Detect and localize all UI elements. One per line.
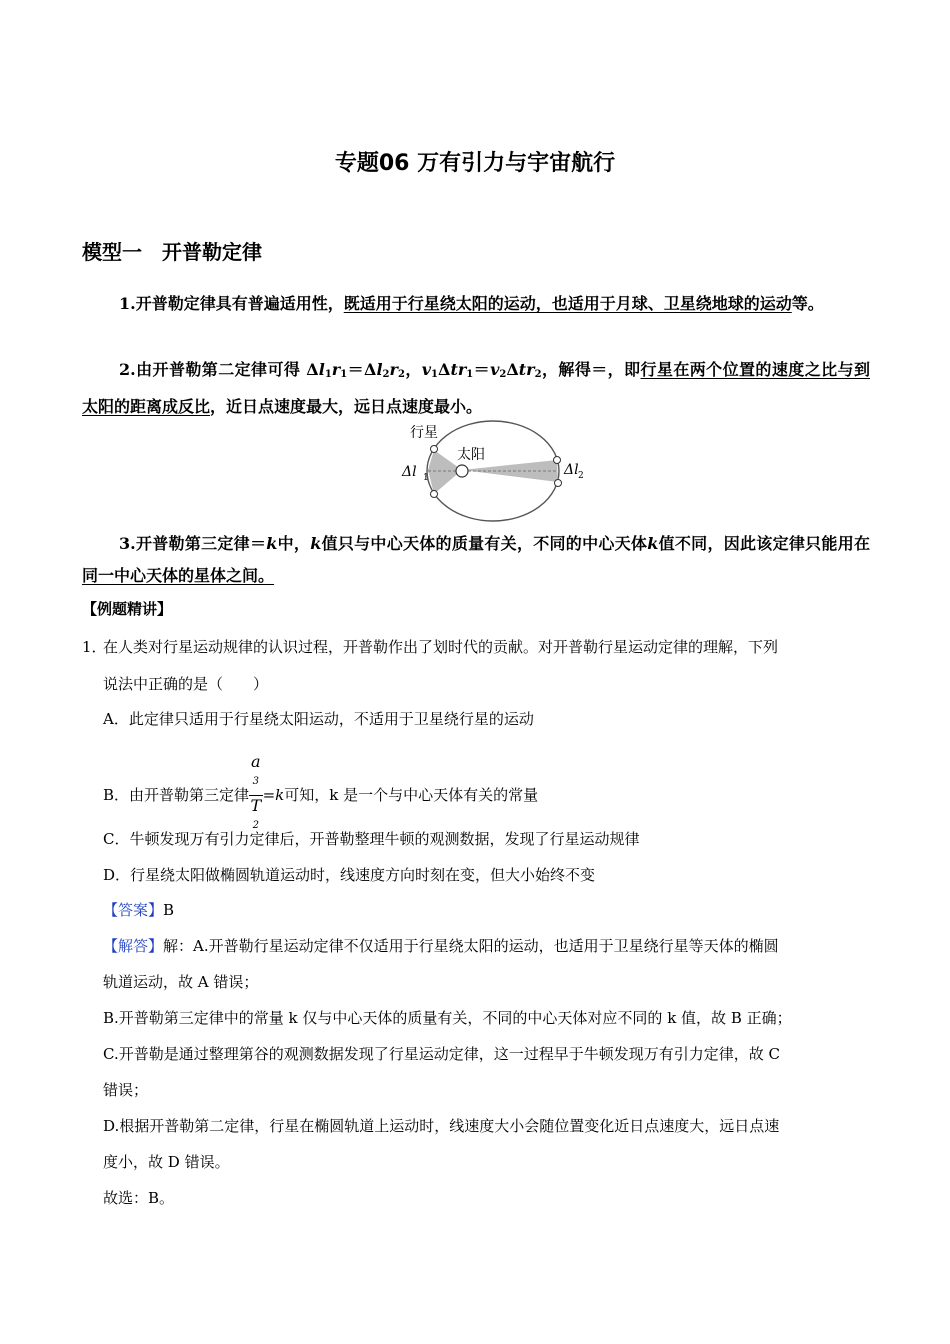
option-b-suffix: 可知，k 是一个与中心天体有关的常量 [284,785,539,804]
delta-l2-sub: 2 [578,471,584,481]
p2-sub: 2 [382,369,390,380]
p2-var: v [421,360,432,379]
p2-sub: 1 [340,369,348,380]
sun-label: 太阳 [457,447,485,463]
p2-sub: 1 [431,369,439,380]
document-title: 专题06 万有引力与宇宙航行 [334,151,616,176]
p2-var: t [450,360,458,379]
p2-sub: 2 [397,369,405,380]
kepler-second-law-diagram [398,420,584,522]
p3-text: 值只与中心天体的质量有关，不同的中心天体 [321,534,648,553]
answer-value: B [163,901,175,919]
option-a: A．此定律只适用于行星绕太阳运动，不适用于卫星绕行星的运动 [103,710,534,728]
fraction-a3-over-t2 [249,752,263,840]
analysis-line1 [103,935,873,957]
p3-end: 。 [258,566,275,585]
p2-sub: 1 [466,369,474,380]
paragraph-1 [82,288,870,320]
analysis-line4: C.开普勒是通过整理第谷的观测数据发现了行星运动定律，这一过程早于牛顿发现万有引力定律，故 C [103,1045,780,1063]
p2-text: 2.由开普勒第二定律可得 Δ [119,360,319,379]
analysis-tag: 【解答】 [103,937,164,955]
p2-var: t [518,360,527,379]
model-heading: 模型一 开普勒定律 [82,240,262,264]
example-section-tag: 【例题精讲】 [82,600,173,618]
p2-sub: 2 [499,369,507,380]
p2-var: v [490,360,500,379]
p2-sub: 2 [534,369,542,380]
fraction-numerator [249,752,263,796]
planet-point [431,446,438,453]
exp-3: 3 [252,776,259,787]
delta-l1-label: Δl [402,464,417,480]
var-k: k [275,785,285,804]
planet-point [554,457,561,464]
p2-text: ＝ [473,360,491,379]
question-number: 1． [82,638,107,656]
analysis-line8: 故选：B。 [103,1189,175,1207]
p3-text: 值不同，因此该定律只能用在 [658,534,870,553]
p2-var: r [457,360,467,379]
paragraph-3 [82,528,870,592]
option-b [103,752,873,840]
p1-underlined: 既适用于行星绕太阳的运动，也适用于月球、卫星绕地球的运动 [343,294,792,313]
p2-text: ，近日点速度最大，远日点速度最小。 [210,397,483,416]
p2-text: Δ [438,360,451,379]
equals-sign: = [262,785,276,804]
planet-point [431,491,438,498]
delta-l1-sub: 1 [423,473,429,483]
option-d: D．行星绕太阳做椭圆轨道运动时，线速度方向时刻在变，但大小始终不变 [103,866,596,884]
exp-2: 2 [252,820,259,832]
option-c: C．牛顿发现万有引力定律后，开普勒整理牛顿的观测数据，发现了行星运动规律 [103,830,640,848]
p2-var: l [376,360,383,379]
p2-var: r [526,360,535,379]
answer-tag: 【答案】 [103,901,164,919]
analysis-line2: 轨道运动，故 A 错误； [103,973,259,991]
question-stem-line2: 说法中正确的是（ ） [103,675,269,693]
sun-dot [456,465,468,477]
option-b-prefix: B．由开普勒第三定律 [103,785,250,804]
analysis-line3: B.开普勒第三定律中的常量 k 仅与中心天体的质量有关，不同的中心天体对应不同的 k 值，故 B 正确； [103,1009,792,1027]
p1-prefix: 1.开普勒定律具有普遍适用性， [119,294,344,313]
p2-text: ，解得＝，即 [541,360,641,379]
var-t: T [250,796,262,816]
p1-suffix: 等。 [791,294,824,313]
analysis-text: 解：A.开普勒行星运动定律不仅适用于行星绕太阳的运动，也适用于卫星绕行星等天体的椭圆 [163,937,779,955]
analysis-line5: 错误； [103,1081,149,1099]
p2-underlined: 行星在两个位置的速度之比与到太阳的距离成反比 [82,360,870,416]
planet-point [555,480,562,487]
analysis-line6: D.根据开普勒第二定律，行星在椭圆轨道上运动时，线速度大小会随位置变化近日点速度大，远日点速 [103,1117,780,1135]
p2-var: l [318,360,325,379]
p2-text: ＝Δ [347,360,377,379]
p2-text: ， [404,360,422,379]
answer-line [103,899,873,921]
p3-text: 中， [277,534,311,553]
p3-var: k [266,534,278,553]
var-a: a [251,752,261,771]
p2-text: Δ [506,360,519,379]
delta-l2-label: Δl [564,462,579,478]
question-stem-line1: 在人类对行星运动规律的认识过程，开普勒作出了划时代的贡献。对开普勒行星运动定律的理解，下列 [103,638,779,656]
p3-text: 3.开普勒第三定律＝ [119,534,267,553]
planet-label: 行星 [410,425,438,441]
analysis-line7: 度小，故 D 错误。 [103,1153,230,1171]
p2-var: r [389,360,398,379]
p3-var: k [310,534,322,553]
p2-var: r [331,360,341,379]
p3-var: k [647,534,659,553]
p3-underlined: 同一中心天体的星体之间 [82,566,259,585]
paragraph-2 [82,354,870,423]
p2-sub: 1 [324,369,332,380]
